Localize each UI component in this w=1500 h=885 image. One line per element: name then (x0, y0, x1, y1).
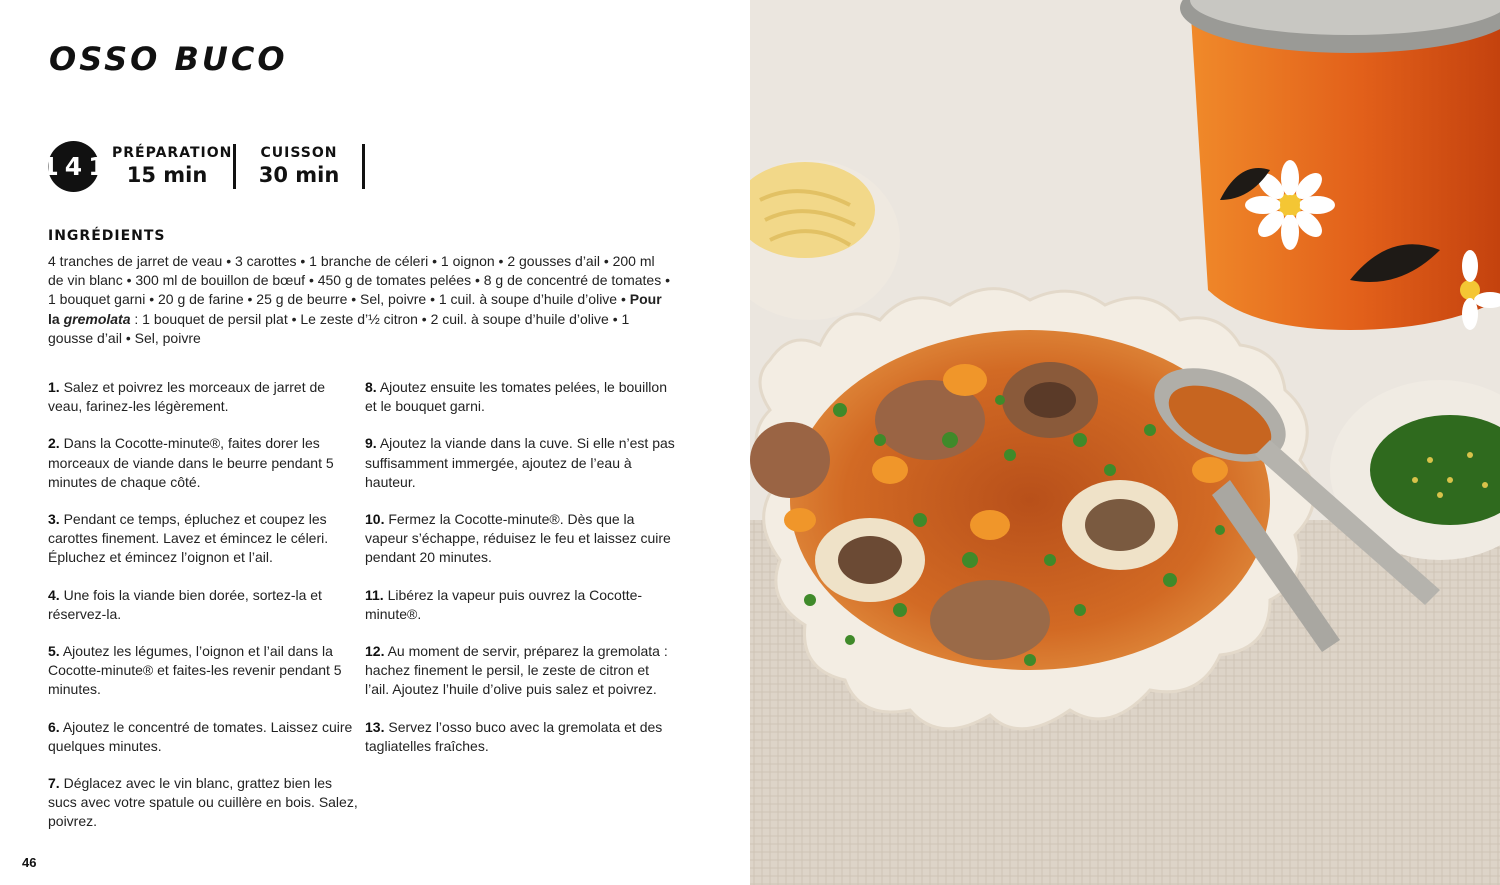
step-item: 2. Dans la Cocotte-minute®, faites dorer les morceaux de viande dans le beurre pendant 5 minutes de chaque côté. (48, 435, 334, 490)
step-item: 5. Ajoutez les légumes, l’oignon et l’ail dans la Cocotte-minute® et faites-les revenir pendant 5 minutes. (48, 643, 342, 698)
steps-column-right (365, 378, 675, 774)
steps-column-left (48, 378, 358, 850)
step-item: 1. Salez et poivrez les morceaux de jarret de veau, farinez-les légèrement. (48, 379, 326, 415)
cuisson-time (248, 145, 350, 187)
ingredients-list (48, 252, 673, 348)
badge-digit-right: 1 (88, 152, 106, 181)
preparation-time (112, 145, 233, 187)
step-item: 9. Ajoutez la viande dans la cuve. Si elle n’est pas suffisamment immergée, ajoutez de l’eau à hauteur. (365, 435, 675, 490)
ingredients-gremolata: : 1 bouquet de persil plat • Le zeste d’½ citron • 2 cuil. à soupe d’huile d’olive • 1 gousse d’ail • Sel, poivre (48, 310, 630, 346)
page-number: 46 (22, 855, 37, 870)
step-item: 11. Libérez la vapeur puis ouvrez la Cocotte-minute®. (365, 586, 643, 622)
time-divider (233, 144, 236, 189)
badge-digit-center: 4 (64, 152, 83, 181)
cuisson-label: CUISSON (260, 145, 338, 161)
gremolata-word: gremolata (63, 310, 131, 327)
time-divider (362, 144, 365, 189)
cocotte-minute-badge-icon (41, 141, 106, 192)
recipe-title: OSSO BUCO (49, 40, 288, 78)
step-item: 8. Ajoutez ensuite les tomates pelées, le bouillon et le bouquet garni. (365, 379, 667, 415)
preparation-value: 15 min (126, 163, 208, 187)
step-item: 12. Au moment de servir, préparez la gremolata : hachez finement le persil, le zeste de citron et l’ail. Ajoutez l’huile d’olive puis salez et poivrez. (365, 643, 668, 698)
step-item: 3. Pendant ce temps, épluchez et coupez les carottes finement. Lavez et émincez le céleri. Épluchez et émincez l’oignon et l’ail. (48, 511, 329, 566)
cuisson-value: 30 min (258, 163, 340, 187)
preparation-label: PRÉPARATION (112, 145, 233, 161)
photo-illustration (750, 0, 1500, 885)
step-item: 10. Fermez la Cocotte-minute®. Dès que la vapeur s’échappe, réduisez le feu et laissez cuire pendant 20 minutes. (365, 511, 671, 566)
ingredients-main: 4 tranches de jarret de veau • 3 carottes • 1 branche de céleri • 1 oignon • 2 gousses d’ail • 200 ml de vin blanc • 300 ml de bouillon de bœuf • 450 g de tomates pelées • 8 g de concentré de tomates • 1 bouquet garni • 20 g de farine • 25 g de beurre • Sel, poivre • 1 cuil. à soupe d’huile d’olive • (48, 253, 670, 308)
osso-buco-dish-photo (750, 0, 1500, 885)
ingredients-heading: INGRÉDIENTS (48, 228, 166, 244)
step-item: 6. Ajoutez le concentré de tomates. Laissez cuire quelques minutes. (48, 718, 353, 754)
step-item: 13. Servez l’osso buco avec la gremolata et des tagliatelles fraîches. (365, 718, 663, 754)
step-item: 4. Une fois la viande bien dorée, sortez-la et réservez-la. (48, 586, 322, 622)
gremolata-prefix: Pour la (48, 291, 662, 327)
badge-digit-left: 1 (41, 152, 59, 181)
orange-pot (1180, 0, 1500, 330)
step-item: 7. Déglacez avec le vin blanc, grattez bien les sucs avec votre spatule ou cuillère en bois. Salez, poivrez. (48, 775, 358, 830)
